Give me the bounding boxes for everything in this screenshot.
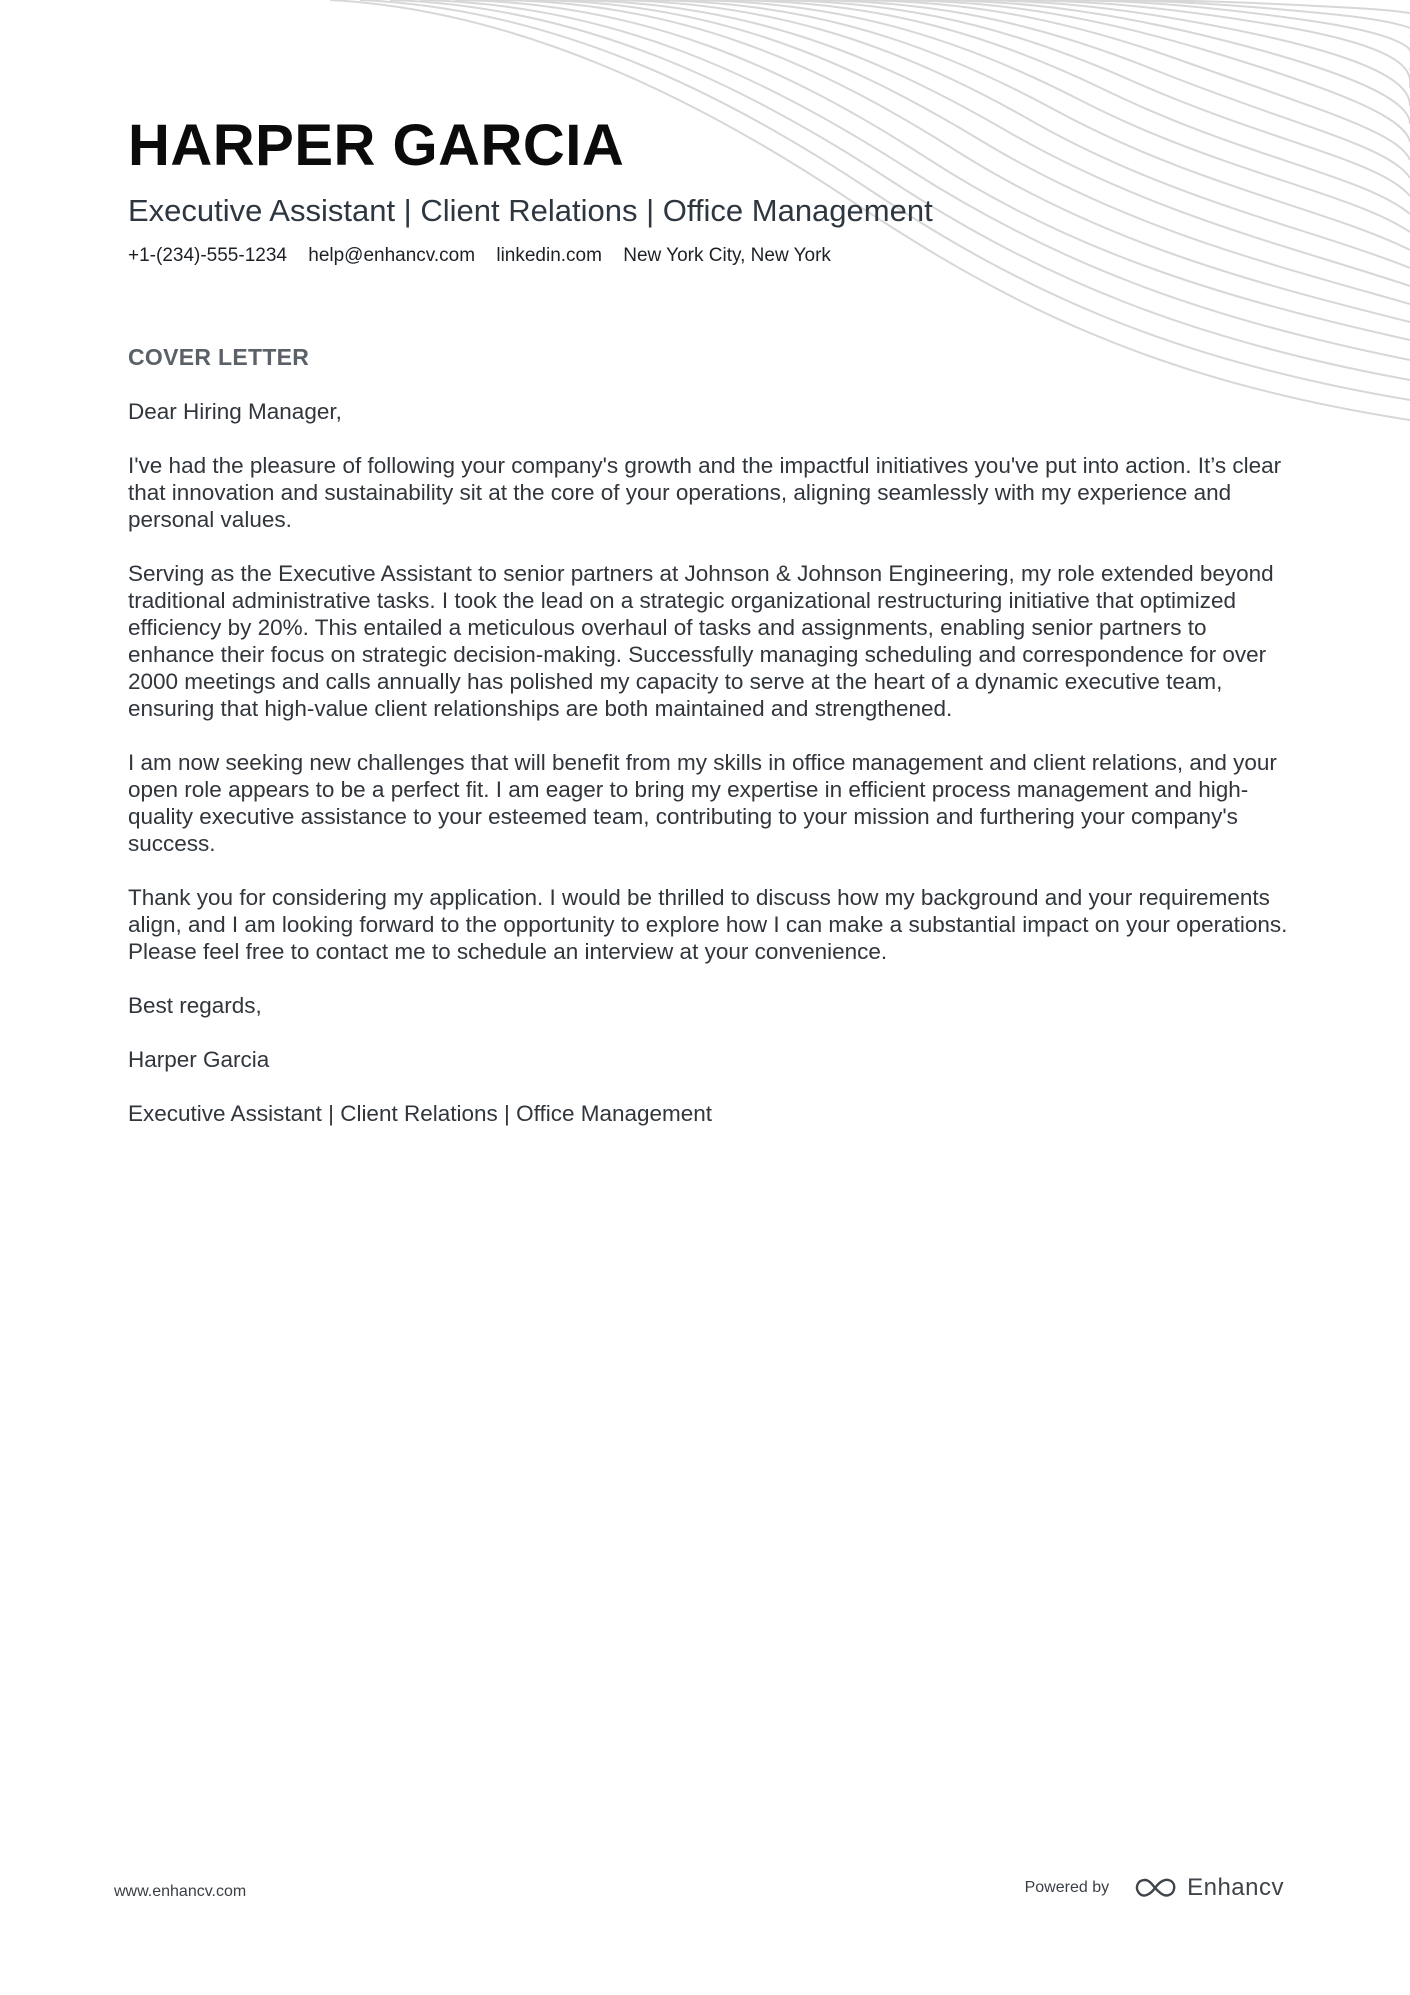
powered-by-label: Powered by xyxy=(1024,1879,1110,1896)
contact-location: New York City, New York xyxy=(623,245,831,266)
section-title: COVER LETTER xyxy=(128,344,310,370)
closing: Best regards, xyxy=(128,993,262,1018)
letter-paragraph-4: Thank you for considering my application. I would be thrilled to discuss how my background and your requirements align, and I am looking forward to the opportunity to explore how I can make a substantial impact on your operations. Please feel free to contact me to schedule an interview at your convenience. xyxy=(128,885,1288,964)
footer-branding xyxy=(1025,1874,1284,1902)
applicant-name: HARPER GARCIA xyxy=(128,113,625,178)
footer-website[interactable]: www.enhancv.com xyxy=(114,1883,247,1900)
enhancv-logo-icon xyxy=(1133,1876,1179,1900)
signature-title: Executive Assistant | Client Relations | Office Management xyxy=(128,1101,713,1126)
cover-letter-body xyxy=(128,340,1288,1154)
brand-name: Enhancv xyxy=(1187,1874,1284,1901)
salutation: Dear Hiring Manager, xyxy=(128,399,342,424)
contact-email[interactable]: help@enhancv.com xyxy=(308,245,476,266)
contact-info xyxy=(128,244,1278,268)
letter-paragraph-1: I've had the pleasure of following your company's growth and the impactful initiatives you've put into action. It’s clear that innovation and sustainability sit at the core of your operations, aligning seamlessly with my experience and personal values. xyxy=(128,453,1282,532)
applicant-headline: Executive Assistant | Client Relations | Office Management xyxy=(128,193,933,228)
letter-paragraph-2: Serving as the Executive Assistant to senior partners at Johnson & Johnson Engineering, my role extended beyond traditional administrative tasks. I took the lead on a strategic organizational restructuring initiative that optimized efficiency by 20%. This entailed a meticulous overhaul of tasks and assignments, enabling senior partners to enhance their focus on strategic decision-making. Successfully managing scheduling and correspondence for over 2000 meetings and calls annually has polished my capacity to serve at the heart of a dynamic executive team, ensuring that high-value client relationships are both maintained and strengthened. xyxy=(128,561,1274,721)
contact-linkedin[interactable]: linkedin.com xyxy=(496,245,602,266)
resume-header xyxy=(128,112,1278,268)
contact-phone[interactable]: +1-(234)-555-1234 xyxy=(128,245,287,266)
signature-name: Harper Garcia xyxy=(128,1047,270,1072)
brand-logo[interactable] xyxy=(1133,1874,1284,1902)
letter-paragraph-3: I am now seeking new challenges that will benefit from my skills in office management and client relations, and your open role appears to be a perfect fit. I am eager to bring my expertise in efficient process management and high-quality executive assistance to your esteemed team, contributing to your mission and furthering your company's success. xyxy=(128,750,1277,856)
